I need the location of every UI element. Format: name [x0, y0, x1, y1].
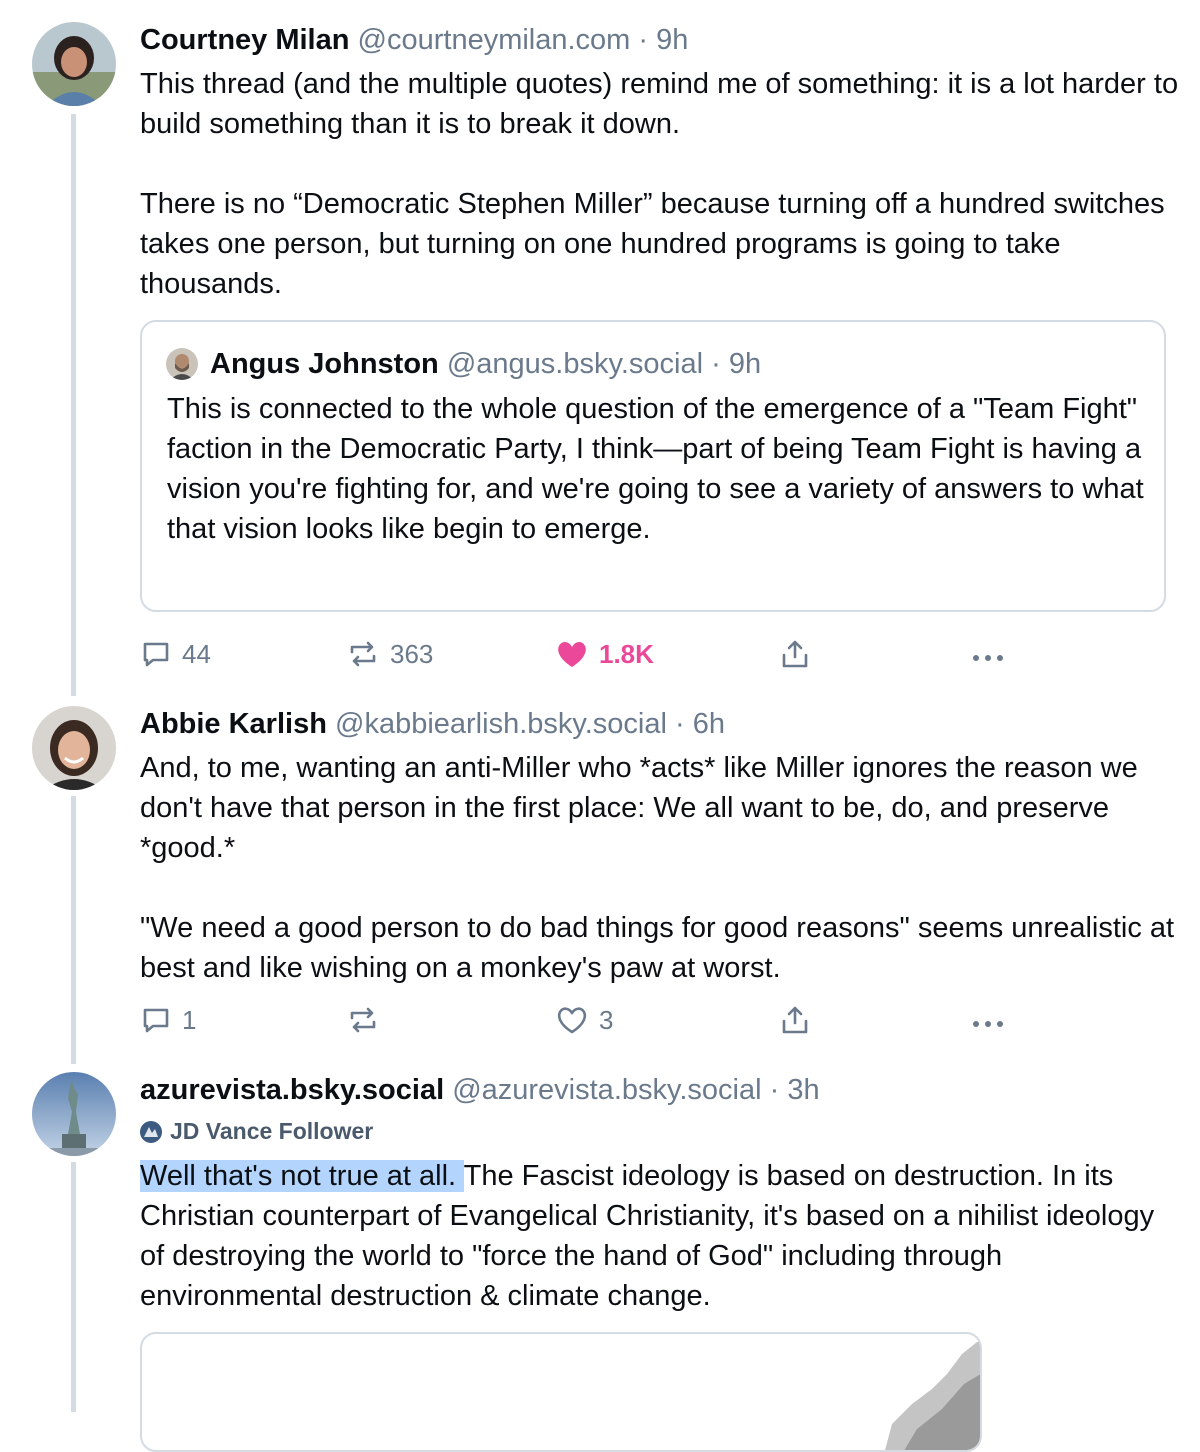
author-handle[interactable]: @kabbiearlish.bsky.social	[335, 708, 667, 740]
more-icon	[970, 638, 1006, 670]
share-icon	[778, 1003, 812, 1037]
share-button[interactable]	[778, 1000, 812, 1040]
repost-count: 363	[390, 638, 434, 669]
reply-icon	[140, 1004, 172, 1036]
repost-icon	[346, 638, 380, 670]
quote-header	[210, 346, 761, 382]
post-text: And, to me, wanting an anti-Miller who *acts* like Miller ignores the reason we don't have that person in the first place: We all want to be, do, and preserve *good.* "We need a good person to do bad things for good reasons" seems unrealistic at best and like wishing on a monkey's paw at worst.	[140, 752, 1175, 984]
share-button[interactable]	[778, 634, 812, 674]
reply-button[interactable]	[140, 634, 211, 674]
repost-button[interactable]	[346, 634, 433, 674]
quote-text: This is connected to the whole question of the emergence of a "Team Fight" faction in the Democratic Party, I think—part of being Team Fight is having a vision you're fighting for, and we're going to see a variety of answers to what that vision looks like begin to emerge.	[167, 393, 1152, 545]
post-header	[140, 1072, 820, 1108]
author-name[interactable]: Courtney Milan	[140, 24, 350, 56]
reply-count: 44	[182, 638, 211, 669]
share-icon	[778, 637, 812, 671]
more-icon	[970, 1004, 1006, 1036]
quote-avatar	[166, 348, 198, 380]
heart-icon	[555, 1004, 589, 1036]
author-handle[interactable]: @azurevista.bsky.social	[452, 1074, 762, 1106]
like-count: 1.8K	[599, 638, 654, 669]
thread-line	[71, 796, 76, 1064]
separator: ·	[638, 24, 649, 56]
repost-button[interactable]	[346, 1000, 390, 1040]
post-time[interactable]: 9h	[656, 24, 689, 56]
post-text: This thread (and the multiple quotes) remind me of something: it is a lot harder to build something than it is to break it down. There is no “Democratic Stephen Miller” because turning off a hundred switches takes one person, but turning on one hundred programs is going to take thousands.	[140, 68, 1179, 300]
quote-author-name: Angus Johnston	[210, 348, 439, 380]
more-button[interactable]	[970, 634, 1006, 674]
quote-author-handle: @angus.bsky.social	[446, 348, 704, 380]
post-header	[140, 22, 688, 58]
embedded-image[interactable]	[140, 1332, 982, 1452]
avatar[interactable]	[32, 1072, 116, 1156]
separator: ·	[675, 708, 685, 740]
reply-count: 1	[182, 1004, 197, 1035]
profile-label[interactable]	[140, 1118, 373, 1145]
reply-icon	[140, 638, 172, 670]
avatar[interactable]	[32, 706, 116, 790]
more-button[interactable]	[970, 1000, 1006, 1040]
thread-line	[71, 1162, 76, 1412]
profile-label-text: JD Vance Follower	[170, 1118, 374, 1144]
heart-icon	[555, 638, 589, 670]
author-name[interactable]: azurevista.bsky.social	[140, 1074, 445, 1106]
post-time[interactable]: 3h	[787, 1074, 820, 1106]
like-button[interactable]	[555, 634, 654, 674]
quote-post[interactable]	[140, 320, 1166, 612]
like-count: 3	[599, 1004, 614, 1035]
post-time[interactable]: 6h	[692, 708, 725, 740]
image-preview	[142, 1334, 982, 1452]
post-text	[140, 1156, 1180, 1316]
thread-line	[71, 114, 76, 696]
post-header	[140, 706, 725, 742]
post-text-rest: The Fascist ideology is based on destruction. In its Christian counterpart of Evangelical Christianity, it's based on a nihilist ideology of destroying the world to "force the hand of God" including through environmental destruction & climate change.	[140, 1160, 1163, 1312]
selected-text: Well that's not true at all.	[140, 1160, 464, 1192]
author-name[interactable]: Abbie Karlish	[140, 708, 327, 740]
separator: ·	[711, 348, 721, 380]
avatar[interactable]	[32, 22, 116, 106]
author-handle[interactable]: @courtneymilan.com	[357, 24, 631, 56]
quote-time: 9h	[728, 348, 762, 380]
separator: ·	[769, 1074, 780, 1106]
label-avatar-icon	[140, 1121, 162, 1143]
repost-icon	[346, 1004, 380, 1036]
reply-button[interactable]	[140, 1000, 196, 1040]
like-button[interactable]	[555, 1000, 613, 1040]
